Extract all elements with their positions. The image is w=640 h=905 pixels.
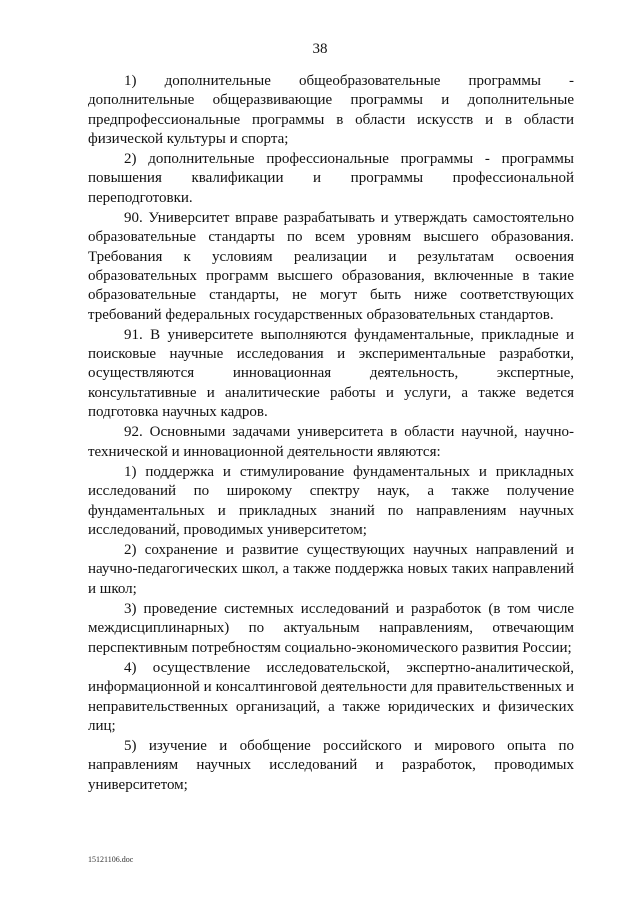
paragraph-additional-professional-programs: 2) дополнительные профессиональные программы - программы повышения квалификации и программы профессиональной переподготовки. [88, 151, 574, 206]
list-item-task-1: 1) поддержка и стимулирование фундаментальных и прикладных исследований по широкому спектру наук, а также получение фундаментальных и прикладных знаний по направлениям научных исследований, проводимых университетом; [88, 463, 574, 538]
list-item-task-4: 4) осуществление исследовательской, экспертно-аналитической, информационной и консалтинговой деятельности для правительственных и неправительственных организаций, а также юридических и физических лиц; [88, 659, 574, 734]
footer-document-code: 15121106.doc [88, 855, 134, 864]
paragraph-92-research-tasks: 92. Основными задачами университета в области научной, научно-технической и инновационной деятельности являются: [88, 424, 574, 460]
paragraph-additional-general-programs: 1) дополнительные общеобразовательные программы - дополнительные общеразвивающие программы и дополнительные предпрофессиональные программы в области искусств и в области физической культуры и спорта; [88, 73, 574, 147]
list-item-task-3: 3) проведение системных исследований и разработок (в том числе междисциплинарных) по актуальным направлениям, отвечающим перспективным потребностям социально-экономического развития России; [88, 601, 574, 656]
paragraph-91-research: 91. В университете выполняются фундаментальные, прикладные и поисковые научные исследования и экспериментальные разработки, осуществляются инновационная деятельность, экспертные, консультативные и аналитические работы и услуги, а также ведется подготовка научных кадров. [88, 326, 574, 421]
page-number: 38 [312, 41, 328, 57]
paragraph-90-educational-standards: 90. Университет вправе разрабатывать и утверждать самостоятельно образовательные стандарты по всем уровням высшего образования. Требования к условиям реализации и результатам освоения образовательных программ высшего образования, включенные в такие образовательные стандарты, не могут быть ниже соответствующих требований федеральных государственных образовательных стандартов. [88, 210, 574, 323]
document-body [88, 72, 574, 796]
list-item-task-5: 5) изучение и обобщение российского и мирового опыта по направлениям научных исследований и разработок, проводимых университетом; [88, 738, 574, 793]
list-item-task-2: 2) сохранение и развитие существующих научных направлений и научно-педагогических школ, а также поддержка новых таких направлений и школ; [88, 542, 574, 597]
